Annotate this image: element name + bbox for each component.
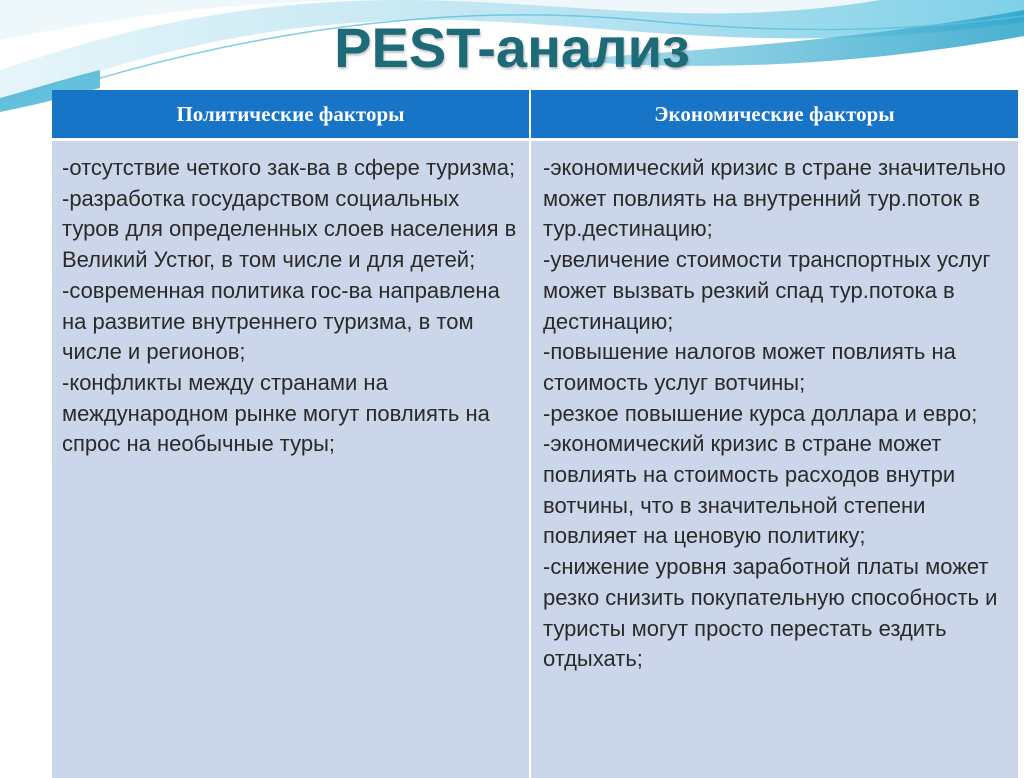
economic-factors-cell [530, 140, 1018, 778]
list-item: -экономический кризис в стране может повлиять на стоимость расходов внутри вотчины, что в значительной степени повлияет на ценовую политику; [543, 429, 1010, 552]
table-header-row [52, 90, 1018, 140]
list-item: -отсутствие четкого зак-ва в сфере туризма; [62, 153, 521, 184]
header-political-factors: Политические факторы [52, 90, 530, 140]
list-item: -экономический кризис в стране значительно может повлиять на внутренний тур.поток в тур.дестинацию; [543, 153, 1010, 245]
list-item: -повышение налогов может повлиять на стоимость услуг вотчины; [543, 337, 1010, 398]
economic-factors-list [543, 153, 1010, 675]
list-item: -конфликты между странами на международном рынке могут повлиять на спрос на необычные туры; [62, 368, 521, 460]
list-item: -увеличение стоимости транспортных услуг может вызвать резкий спад тур.потока в дестинацию; [543, 245, 1010, 337]
list-item: -разработка государством социальных туров для определенных слоев населения в Великий Устюг, в том числе и для детей; [62, 184, 521, 276]
list-item: -современная политика гос-ва направлена на развитие внутреннего туризма, в том числе и регионов; [62, 276, 521, 368]
header-economic-factors: Экономические факторы [530, 90, 1018, 140]
political-factors-list [62, 153, 521, 460]
political-factors-cell [52, 140, 530, 778]
slide-title: PEST-анализ [0, 8, 1024, 88]
pest-table [52, 90, 1018, 778]
list-item: -резкое повышение курса доллара и евро; [543, 399, 1010, 430]
table-body-row [52, 140, 1018, 778]
list-item: -снижение уровня заработной платы может резко снизить покупательную способность и туристы могут просто перестать ездить отдыхать; [543, 552, 1010, 675]
